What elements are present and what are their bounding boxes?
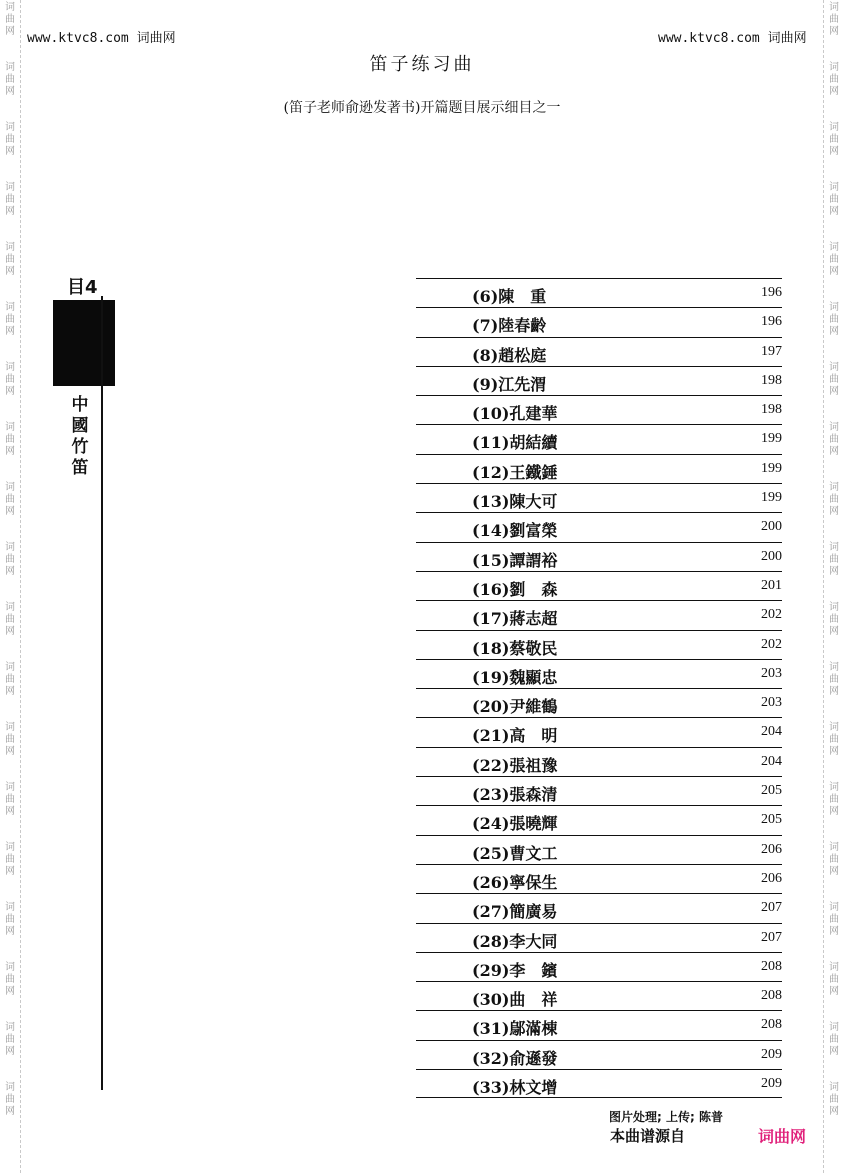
- watermark-text: 词曲网: [5, 482, 15, 517]
- toc-entry-page: 209: [761, 1046, 782, 1062]
- watermark-text: 词曲网: [829, 782, 839, 817]
- toc-entry-page: 198: [761, 372, 782, 388]
- toc-row: [416, 454, 782, 483]
- toc-row: [416, 805, 782, 834]
- toc-row: [416, 747, 782, 776]
- watermark-text: 词曲网: [829, 902, 839, 937]
- vertical-rule: [101, 296, 103, 1090]
- toc-entry-name: (30)曲 祥: [472, 990, 558, 1010]
- watermark-text: 词曲网: [5, 1082, 15, 1117]
- toc-row: [416, 923, 782, 952]
- toc-entry-page: 200: [761, 548, 782, 564]
- watermark-text: 词曲网: [829, 542, 839, 577]
- watermark-text: 词曲网: [5, 842, 15, 877]
- toc-entry-name: (19)魏顯忠: [472, 667, 558, 687]
- watermark-text: 词曲网: [5, 902, 15, 937]
- watermark-text: 词曲网: [829, 122, 839, 157]
- toc-entry-page: 197: [761, 343, 782, 359]
- toc-entry-page: 204: [761, 724, 782, 740]
- toc-row: [416, 395, 782, 424]
- watermark-text: 词曲网: [829, 722, 839, 757]
- watermark-text: 词曲网: [5, 1022, 15, 1057]
- toc-entry-page: 207: [761, 900, 782, 916]
- toc-entry-page: 199: [761, 460, 782, 476]
- toc-entry-page: 196: [761, 285, 782, 300]
- toc-entry-page: 208: [761, 988, 782, 1004]
- toc-entry-page: 200: [761, 519, 782, 535]
- watermark-text: 词曲网: [5, 542, 15, 577]
- watermark-text: 词曲网: [829, 1022, 839, 1057]
- watermark-text: 词曲网: [829, 362, 839, 397]
- toc-entry-name: (24)張曉輝: [472, 814, 558, 834]
- toc-entry-page: 205: [761, 783, 782, 799]
- toc-entry-name: (13)陳大可: [472, 492, 558, 512]
- toc-entry-name: (8)趙松庭: [472, 345, 547, 365]
- source-text: 本曲谱源自: [610, 1127, 686, 1145]
- toc-entry-page: 208: [761, 1017, 782, 1033]
- toc-entry-name: (11)胡結續: [472, 433, 558, 453]
- toc-row: [416, 512, 782, 541]
- chapter-label: 目4: [67, 277, 98, 298]
- toc-row: [416, 1040, 782, 1069]
- toc-row: [416, 659, 782, 688]
- toc-entry-page: 204: [761, 753, 782, 769]
- toc-entry-page: 203: [761, 695, 782, 711]
- toc-row: [416, 952, 782, 981]
- toc-entry-page: 196: [761, 314, 782, 330]
- table-of-contents: [416, 278, 782, 1098]
- chapter-black-block: [53, 300, 115, 386]
- watermark-text: 词曲网: [829, 482, 839, 517]
- watermark-text: 词曲网: [5, 2, 15, 37]
- toc-entry-name: (32)俞遜發: [472, 1048, 558, 1068]
- right-watermark-strip: [823, 0, 844, 1173]
- toc-entry-name: (16)劉 森: [472, 579, 558, 599]
- toc-row: [416, 600, 782, 629]
- toc-row: [416, 307, 782, 336]
- watermark-text: 词曲网: [829, 842, 839, 877]
- toc-row: [416, 893, 782, 922]
- watermark-text: 词曲网: [5, 62, 15, 97]
- toc-entry-name: (10)孔建華: [472, 404, 558, 424]
- site-logo[interactable]: 词曲网: [758, 1127, 807, 1146]
- toc-row: [416, 278, 782, 307]
- toc-row: [416, 571, 782, 600]
- site-url-left[interactable]: www.ktvc8.com 词曲网: [27, 31, 176, 46]
- toc-entry-page: 202: [761, 607, 782, 623]
- toc-entry-name: (33)林文增: [472, 1078, 558, 1098]
- toc-entry-page: 203: [761, 665, 782, 681]
- watermark-text: 词曲网: [829, 242, 839, 277]
- watermark-text: 词曲网: [5, 662, 15, 697]
- toc-entry-name: (23)張森清: [472, 785, 558, 805]
- toc-entry-name: (25)曹文工: [472, 843, 558, 863]
- page-title: 笛子练习曲: [369, 54, 475, 75]
- toc-entry-name: (7)陸春齡: [472, 316, 547, 336]
- toc-row: [416, 542, 782, 571]
- page-subtitle: (笛子老师俞逊发著书)开篇题目展示细目之一: [283, 100, 561, 116]
- watermark-text: 词曲网: [829, 62, 839, 97]
- watermark-text: 词曲网: [829, 662, 839, 697]
- toc-entry-name: (17)蔣志超: [472, 609, 558, 629]
- watermark-text: 词曲网: [5, 962, 15, 997]
- left-watermark-strip: [0, 0, 21, 1173]
- toc-row: [416, 864, 782, 893]
- watermark-text: 词曲网: [829, 302, 839, 337]
- toc-row: [416, 776, 782, 805]
- toc-row: [416, 483, 782, 512]
- watermark-text: 词曲网: [829, 422, 839, 457]
- toc-entry-page: 201: [761, 577, 782, 593]
- toc-entry-name: (9)江先渭: [472, 374, 547, 394]
- toc-entry-name: (6)陳 重: [472, 287, 547, 306]
- toc-entry-name: (21)高 明: [472, 726, 558, 746]
- toc-entry-page: 206: [761, 841, 782, 857]
- watermark-text: 词曲网: [5, 722, 15, 757]
- toc-entry-page: 199: [761, 431, 782, 447]
- watermark-text: 词曲网: [829, 602, 839, 637]
- toc-entry-page: 198: [761, 402, 782, 418]
- toc-entry-name: (12)王鐵錘: [472, 462, 558, 482]
- watermark-text: 词曲网: [5, 422, 15, 457]
- toc-entry-name: (15)譚謂裕: [472, 550, 558, 570]
- toc-row: [416, 835, 782, 864]
- toc-entry-name: (27)簡廣易: [472, 902, 558, 922]
- toc-row: [416, 1010, 782, 1039]
- toc-row: [416, 630, 782, 659]
- toc-entry-name: (28)李大同: [472, 931, 558, 951]
- toc-entry-name: (20)尹維鶴: [472, 697, 558, 717]
- toc-row: [416, 337, 782, 366]
- toc-entry-name: (14)劉富榮: [472, 521, 558, 541]
- toc-entry-name: (29)李 鑌: [472, 960, 558, 980]
- site-url-right[interactable]: www.ktvc8.com 词曲网: [658, 31, 807, 46]
- toc-row: [416, 1069, 782, 1098]
- watermark-text: 词曲网: [5, 362, 15, 397]
- toc-entry-page: 208: [761, 958, 782, 974]
- toc-row: [416, 688, 782, 717]
- watermark-text: 词曲网: [829, 2, 839, 37]
- credit-line: 图片处理; 上传; 陈普: [609, 1110, 723, 1124]
- toc-entry-name: (31)鄔滿棟: [472, 1019, 558, 1039]
- toc-entry-name: (22)張祖豫: [472, 755, 558, 775]
- toc-row: [416, 981, 782, 1010]
- toc-row: [416, 424, 782, 453]
- watermark-text: 词曲网: [5, 302, 15, 337]
- toc-entry-name: (18)蔡敬民: [472, 638, 558, 658]
- toc-row: [416, 366, 782, 395]
- toc-entry-page: 202: [761, 636, 782, 652]
- watermark-text: 词曲网: [5, 782, 15, 817]
- watermark-text: 词曲网: [5, 602, 15, 637]
- toc-entry-name: (26)寧保生: [472, 872, 558, 892]
- vertical-title: 中國竹笛: [71, 395, 89, 478]
- watermark-text: 词曲网: [5, 242, 15, 277]
- toc-entry-page: 199: [761, 490, 782, 506]
- toc-entry-page: 209: [761, 1076, 782, 1092]
- toc-row: [416, 717, 782, 746]
- watermark-text: 词曲网: [829, 182, 839, 217]
- toc-entry-page: 205: [761, 812, 782, 828]
- watermark-text: 词曲网: [829, 1082, 839, 1117]
- watermark-text: 词曲网: [829, 962, 839, 997]
- watermark-text: 词曲网: [5, 122, 15, 157]
- watermark-text: 词曲网: [5, 182, 15, 217]
- toc-entry-page: 207: [761, 929, 782, 945]
- toc-entry-page: 206: [761, 870, 782, 886]
